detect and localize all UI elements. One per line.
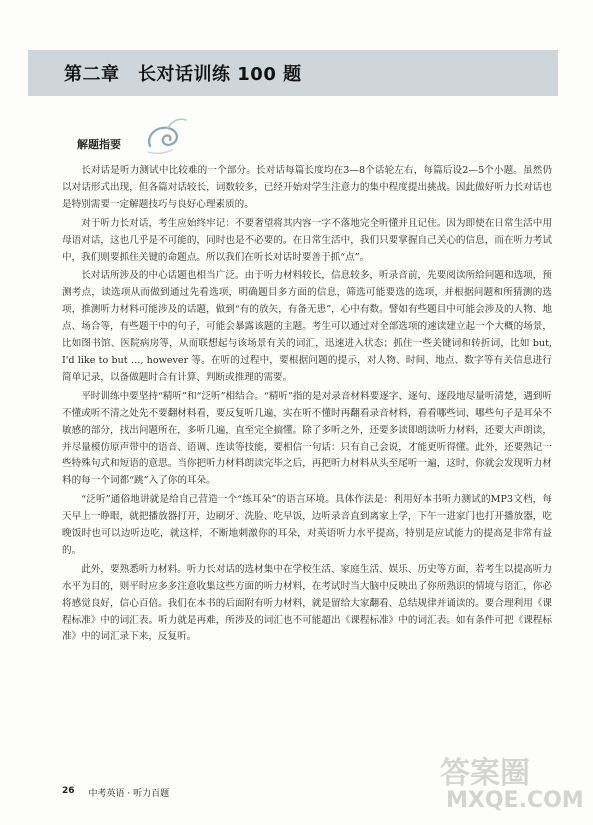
paragraph: 平时训练中要坚持“精听”和“泛听”相结合。“精听”指的是对录音材料要逐字、逐句、逐段地尽量听清楚，遇到听不懂或听不清之处先不要翻材料看，要反复听几遍，实在听不懂时再翻看录音材料，看看哪些词、哪些句子是耳朵不敏感的部分，找出问题所在，多听几遍，直至完全搞懂。除了多听之外，还要多读即朗读听力材料，还要大声朗读，并尽量模仿原声带中的语音、语调、连读等技能，要相信一句话：只有自己会说，才能更听得懂。此外，还要熟记一些特殊句式和短语的意思。当你把听力材料朗读完毕之后，再把听力材料从头至尾听一遍，这时，你就会发现听力材料的每一个词都“跳”入了你的耳朵。 bbox=[62, 390, 552, 487]
paragraph: 长对话所涉及的中心话题也相当广泛。由于听力材料较长，信息较多，听录音前，先要阅读所给问题和选项，预测考点，读选项从而做到通过先看选项，明确题目多方面的信息，筛选可能要选的选项，并根据问题和所猜测的选项，推测听力材料可能涉及的话题，做到“有的放矢，有备无患”，心中有数。譬如有些题目中可能会涉及的人物、地点、场合等，有些题干中的句子，可能会暴露该题的主题。考生可以通过对全部选项的速读建立起一个大概的场景，比如图书馆、医院病房等，从而联想起与该场景有关的词汇，迅速进入状态；抓住一些关键词和转折词，比如 but, I'd like to but …, however 等。在听的过程中，要根据问题的提示，对人物、时间、地点、数字等有关信息进行简单记录，以备做题时合有计算、判断或推理的需要。 bbox=[62, 270, 552, 383]
page-number: 26 bbox=[62, 786, 75, 796]
watermark-text: 答案圈 bbox=[440, 756, 530, 791]
paragraph: “泛听”通俗地讲就是给自己营造一个“练耳朵”的语言环境。具体作法是：利用好本书听力测试的MP3文档，每天早上一睁眼，就把播放器打开，边刷牙、洗脸、吃早饭，边听录音直到离家上学，下午一进家门也打开播放器，吃晚饭时也可以边听边吃，就这样，不断地刺激你的耳朵，对英语听力水平提高，特别是应试能力的提高是非常有益的。 bbox=[62, 494, 552, 556]
body-text bbox=[62, 163, 552, 648]
paragraph: 长对话是听力测试中比较难的一个部分。长对话每篇长度均在3—8个话轮左右，每篇后设2—5个小题。虽然仍以对话形式出现，但各篇对话较长，词数较多，已经开始对学生注意力的集中程度提出挑战。因此做好听力长对话也是特别需要一定解题技巧与良好心理素质的。 bbox=[62, 165, 552, 210]
chapter-header-band bbox=[28, 50, 558, 96]
paragraph: 此外，要熟悉听力材料。听力长对话的选材集中在学校生活、家庭生活、娱乐、历史等方面，若考生以提高听力水平为目的，则平时应多多注意收集这些方面的听力材料，在考试时当大脑中反映出了你所熟识的情境与语汇，你必将感觉良好，信心百倍。我们在本书的后面附有听力材料，就是留给大家翻看、总结规律并诵读的。要合理利用《课程标准》中的词汇表。听力就是再难，所涉及的词汇也不可能超出《课程标准》中的词汇表。如有条件可把《课程标准》中的词汇录下来，反复听。 bbox=[62, 563, 552, 643]
chapter-title: 第二章 长对话训练 100 题 bbox=[64, 64, 302, 85]
book-title: 中考英语 · 听力百题 bbox=[88, 789, 170, 799]
watermark bbox=[440, 748, 590, 820]
watermark-url: MXQE.COM bbox=[446, 788, 584, 813]
paragraph: 对于听力长对话，考生应始终牢记：不要奢望将其内容一字不落地完全听懂并且记住。因为即使在日常生活中用母语对话，这也几乎是不可能的，同时也是不必要的。在日常生活中，我们只要掌握自己关心的信息，而在听力考试中，我们则要抓住关键的命题点。所以我们在听长对话时要善于抓“点”。 bbox=[62, 217, 552, 263]
page-footer bbox=[62, 786, 169, 799]
swirl-icon bbox=[142, 112, 190, 156]
section-label: 解题指要 bbox=[77, 138, 121, 151]
